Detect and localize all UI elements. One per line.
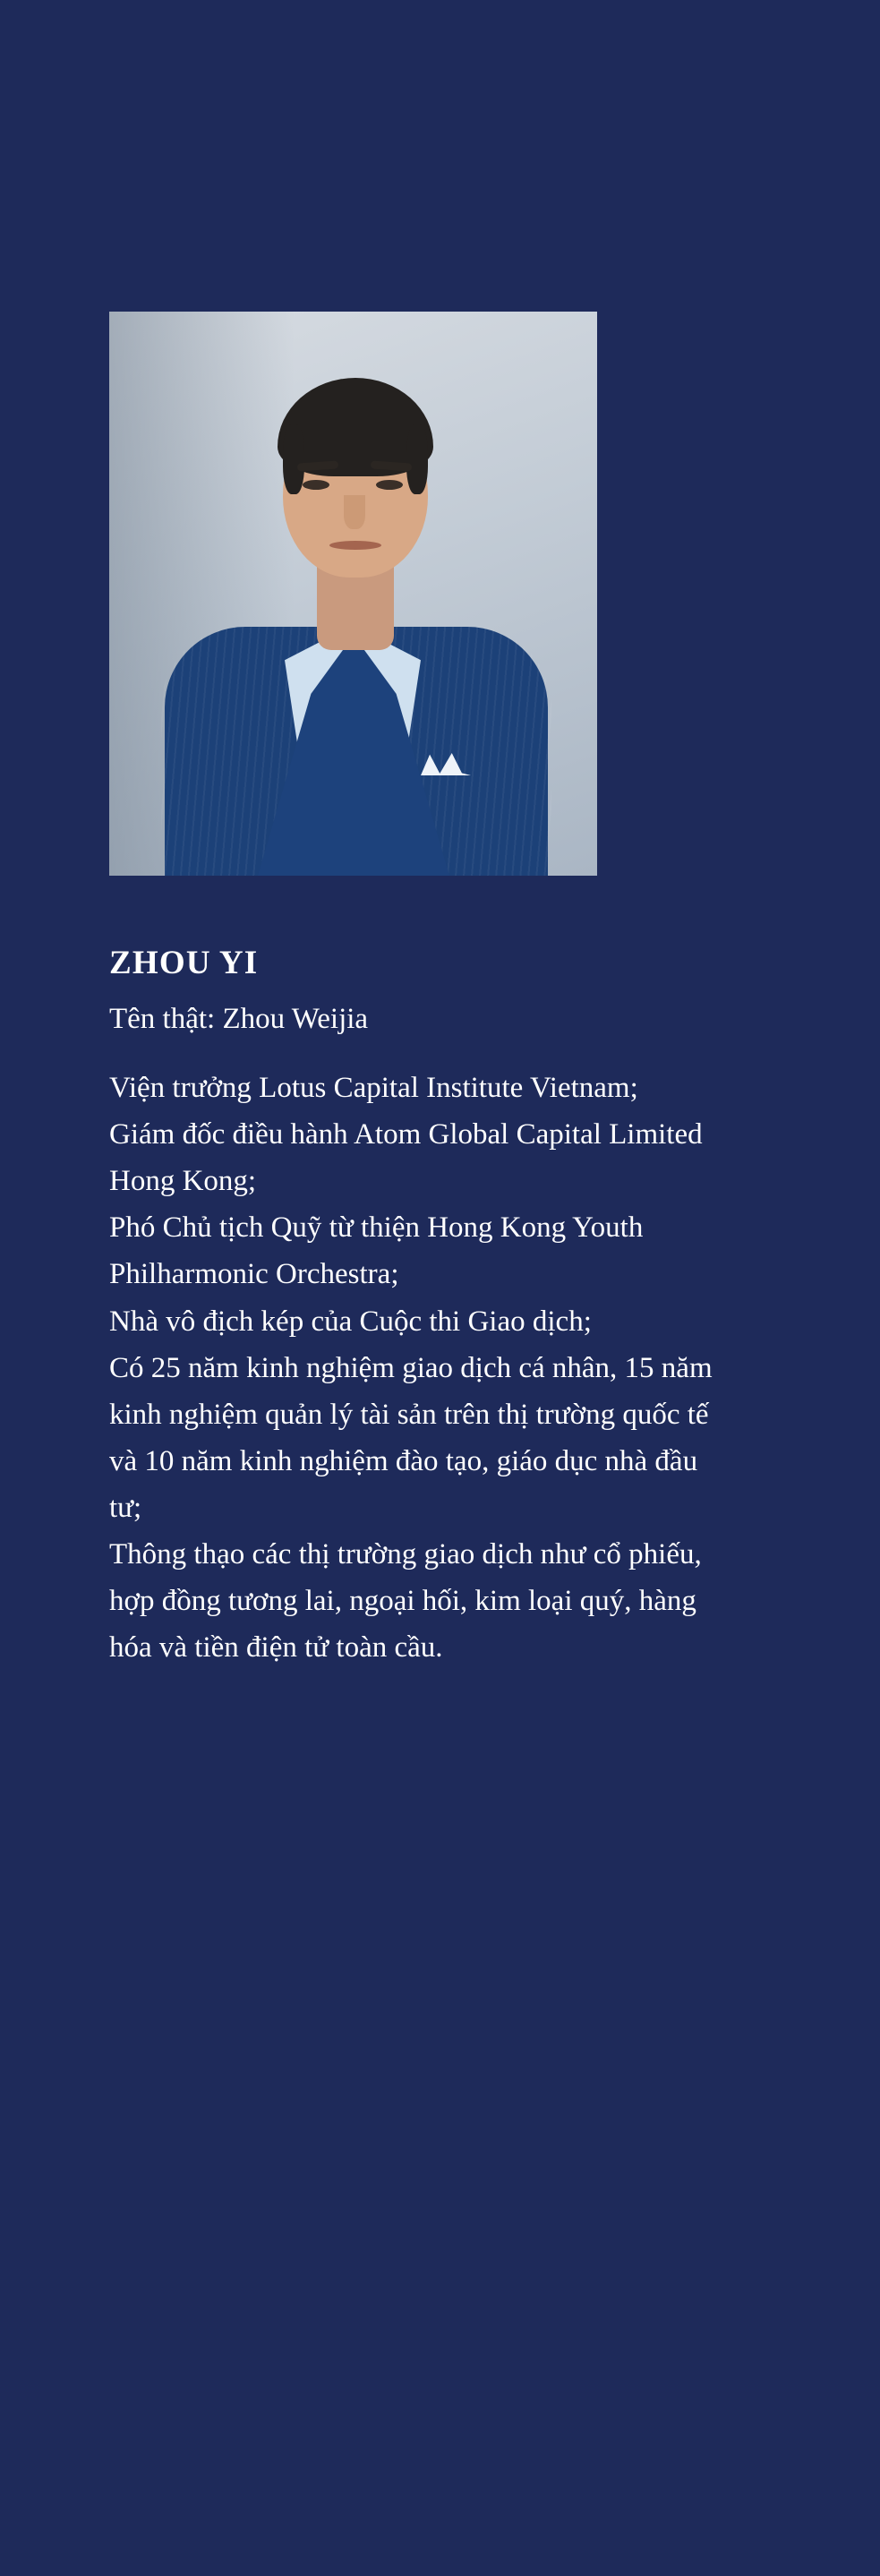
- bio-line: Có 25 năm kinh nghiệm giao dịch cá nhân, 15 năm kinh nghiệm quản lý tài sản trên thị trường quốc tế và 10 năm kinh nghiệm đào tạo, giáo dục nhà đầu tư;: [109, 1351, 713, 1525]
- portrait-photo: [109, 312, 597, 876]
- eye-right: [376, 480, 403, 490]
- bio-line: Viện trưởng Lotus Capital Institute Vietnam;: [109, 1071, 638, 1104]
- nose-shape: [344, 495, 365, 529]
- mouth-shape: [329, 541, 381, 550]
- profile-card: [109, 312, 772, 1672]
- bio-line: Thông thạo các thị trường giao dịch như cổ phiếu, hợp đồng tương lai, ngoại hối, kim loại quý, hàng hóa và tiền điện tử toàn cầu.: [109, 1538, 702, 1665]
- profile-name: ZHOU YI: [109, 945, 259, 981]
- profile-real-name: Tên thật: Zhou Weijia: [109, 1003, 369, 1036]
- profile-bio: [109, 1065, 736, 1672]
- eye-left: [303, 480, 329, 490]
- bio-line: Giám đốc điều hành Atom Global Capital Limited Hong Kong;: [109, 1118, 703, 1198]
- bio-line: Phó Chủ tịch Quỹ từ thiện Hong Kong Youth Philharmonic Orchestra;: [109, 1211, 644, 1291]
- bio-line: Nhà vô địch kép của Cuộc thi Giao dịch;: [109, 1305, 592, 1338]
